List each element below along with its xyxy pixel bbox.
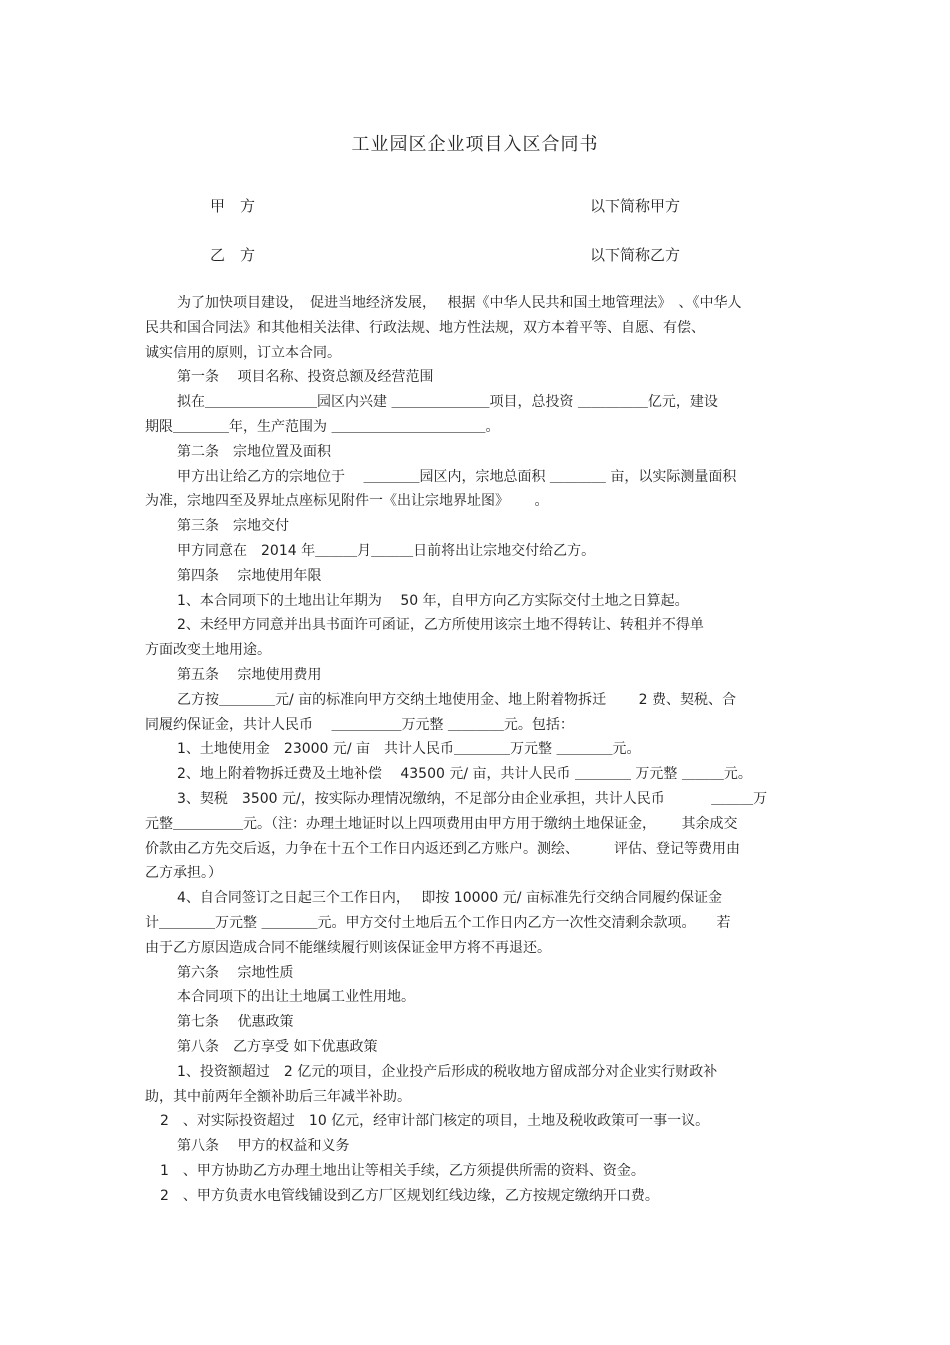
article-heading: 第五条 宗地使用费用 — [177, 666, 322, 683]
body-line: 1、投资额超过 2 亿元的项目，企业投产后形成的税收地方留成部分对企业实行财政补 — [177, 1063, 718, 1080]
body-line: 价款由乙方先交后返，力争在十五个工作日内返还到乙方账户。测绘、 评估、登记等费用由 — [145, 840, 740, 857]
party-a-label: 甲 方 — [210, 197, 256, 215]
body-line: 由于乙方原因造成合同不能继续履行则该保证金甲方将不再退还。 — [145, 939, 551, 956]
body-line: 4、自合同签订之日起三个工作日内， 即按 10000 元/ 亩标准先行交纳合同履约保证金 — [177, 890, 722, 907]
body-line: 为了加快项目建设， 促进当地经济发展， 根据《中华人民共和国土地管理法》 、《中华人 — [177, 295, 742, 311]
article-heading: 第三条 宗地交付 — [177, 518, 289, 535]
body-line: 同履约保证金，共计人民币 ＿＿＿＿＿万元整 ＿＿＿＿元。包括： — [145, 716, 574, 733]
body-line: 为准，宗地四至及界址点座标见附件一《出让宗地界址图》 。 — [145, 493, 549, 510]
body-line: 拟在＿＿＿＿＿＿＿＿园区内兴建 ＿＿＿＿＿＿＿项目，总投资 ＿＿＿＿＿亿元，建设 — [177, 394, 718, 411]
body-line: 2、未经甲方同意并出具书面许可函证，乙方所使用该宗土地不得转让、转租并不得单 — [177, 617, 704, 634]
contract-body — [145, 291, 813, 1208]
article-heading: 第八条 乙方享受 如下优惠政策 — [177, 1038, 378, 1055]
body-line: 乙方承担。） — [145, 865, 222, 882]
party-a-note: 以下简称甲方 — [590, 197, 681, 215]
article-heading: 第八条 甲方的权益和义务 — [177, 1138, 350, 1155]
body-line: 民共和国合同法》和其他相关法律、行政法规、地方性法规，双方本着平等、自愿、有偿、 — [145, 319, 705, 336]
body-line: 1、土地使用金 23000 元/ 亩 共计人民币＿＿＿＿万元整 ＿＿＿＿元。 — [177, 741, 641, 758]
body-line: 诚实信用的原则，订立本合同。 — [145, 344, 341, 361]
body-line: 甲方同意在 2014 年＿＿＿月＿＿＿日前将出让宗地交付给乙方。 — [177, 542, 596, 559]
body-line: 本合同项下的出让土地属工业性用地。 — [177, 989, 415, 1006]
party-b-note: 以下简称乙方 — [590, 246, 681, 264]
body-line: 方面改变土地用途。 — [145, 642, 271, 659]
page-title: 工业园区企业项目入区合同书 — [351, 134, 599, 155]
body-line: 乙方按＿＿＿＿元/ 亩的标准向甲方交纳土地使用金、地上附着物拆迁 2 费、契税、合 — [177, 691, 736, 708]
body-line: 2 、对实际投资超过 10 亿元，经审计部门核定的项目，土地及税收政策可一事一议。 — [160, 1113, 710, 1130]
body-line: 2、地上附着物拆迁费及土地补偿 43500 元/ 亩，共计人民币 ＿＿＿＿ 万元整 ＿＿＿元。 — [177, 766, 752, 783]
body-line: 3、契税 3500 元/，按实际办理情况缴纳，不足部分由企业承担，共计人民币 ＿＿＿万 — [177, 790, 768, 807]
article-heading: 第一条 项目名称、投资总额及经营范围 — [177, 369, 434, 386]
body-line: 2 、甲方负责水电管线铺设到乙方厂区规划红线边缘，乙方按规定缴纳开口费。 — [160, 1187, 659, 1204]
body-line: 计＿＿＿＿万元整 ＿＿＿＿元。甲方交付土地后五个工作日内乙方一次性交清剩余款项。 若 — [145, 914, 731, 931]
party-b-label: 乙 方 — [210, 246, 256, 264]
article-heading: 第七条 优惠政策 — [177, 1014, 294, 1031]
body-line: 元整＿＿＿＿＿元。（注：办理土地证时以上四项费用由甲方用于缴纳土地保证金， 其余成交 — [145, 815, 738, 832]
body-line: 期限＿＿＿＿年，生产范围为 ＿＿＿＿＿＿＿＿＿＿＿。 — [145, 418, 500, 435]
body-line: 甲方出让给乙方的宗地位于 ＿＿＿＿园区内，宗地总面积 ＿＿＿＿ 亩，以实际测量面积 — [177, 468, 737, 485]
body-line: 1、本合同项下的土地出让年期为 50 年，自甲方向乙方实际交付土地之日算起。 — [177, 592, 689, 609]
article-heading: 第六条 宗地性质 — [177, 964, 294, 981]
body-line: 助，其中前两年全额补助后三年减半补助。 — [145, 1088, 411, 1105]
article-heading: 第四条 宗地使用年限 — [177, 567, 322, 584]
article-heading: 第二条 宗地位置及面积 — [177, 443, 331, 460]
body-line: 1 、甲方协助乙方办理土地出让等相关手续，乙方须提供所需的资料、资金。 — [160, 1162, 645, 1179]
